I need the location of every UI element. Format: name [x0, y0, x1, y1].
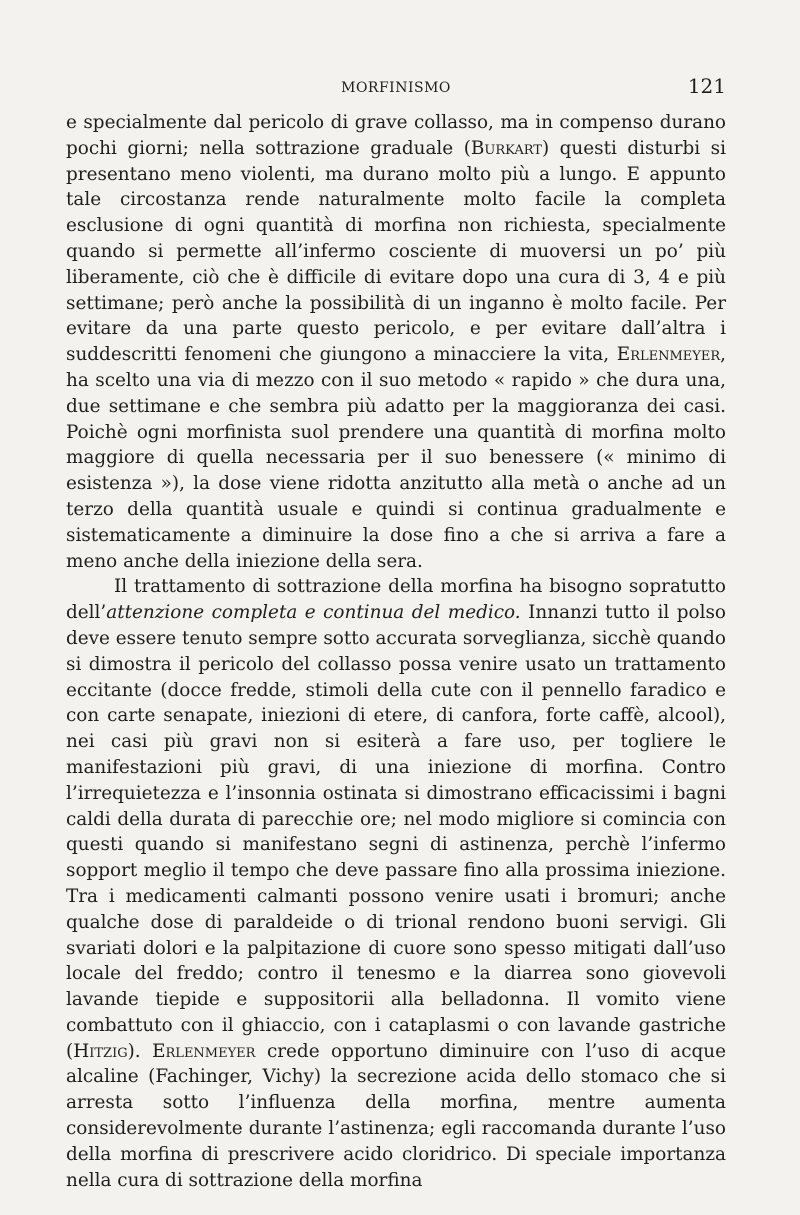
- author-name-burkart: Burkart: [470, 137, 542, 159]
- running-title: MORFINISMO: [341, 80, 451, 96]
- text-segment: crede opportuno diminuire con l’uso di acque alcaline (Fachinger, Vichy) la secrezione acida dello stomaco che si arresta sotto l’influenza della morfina, mentre aumenta considerevolmente durante l’astinenza; egli raccomanda durante l’uso della morfina di prescrivere acido cloridrico. Di speciale importanza nella cura di sottrazione della morfina: [66, 1040, 726, 1191]
- page-number: 121: [687, 74, 726, 98]
- author-name-erlenmeyer: Erlenmeyer: [152, 1040, 256, 1062]
- text-segment: Innanzi tutto il polso deve essere tenuto sempre sotto accurata sorveglianza, sicchè quando si dimostra il pericolo del collasso possa venire usato un trattamento eccitante (docce fredde, stimoli della cute con il pennello faradico e con carte senapate, iniezioni di etere, di canfora, forte caffè, alcool), nei casi più gravi non si esiterà a fare uso, per togliere le manifestazioni più gravi, di una iniezione di morfina. Contro l’irrequietezza e l’insonnia ostinata si dimostrano efficacissimi i bagni caldi della durata di parecchie ore; nel modo migliore si comincia con questi quando si manifestano segni di astinenza, perchè l’infermo sopport meglio il tempo che deve passare fino alla prossima iniezione. Tra i medicamenti calmanti possono venire usati i bromuri; anche qualche dose di paraldeide o di trional rendono buoni servigi. Gli svariati dolori e la palpitazione di cuore sono spesso mitigati dall’uso locale del freddo; contro il tenesmo e la diarrea sono giovevoli lavande tiepide e suppositorii alla belladonna. Il vomito viene combattuto con il ghiaccio, con i cataplasmi o con lavande gastriche (: [66, 602, 726, 1062]
- body-text: [66, 110, 726, 1193]
- text-segment: Il trattamento di sottrazione della morfina ha bisogno sopratutto dell’: [66, 576, 726, 624]
- text-segment: , ha scelto una via di mezzo con il suo metodo « rapido » che dura una, due settimane e che sembra più adatto per la maggioranza dei casi. Poichè ogni morfinista suol prendere una quantità di morfina molto maggiore di quella necessaria per il suo benessere (« minimo di esistenza »), la dose viene ridotta anzitutto alla metà o anche ad un terzo della quantità usuale e quindi si continua gradualmente e sistematicamente a diminuire la dose fino a che si arriva a fare a meno anche della iniezione della sera.: [66, 344, 726, 572]
- text-segment: ).: [127, 1040, 153, 1062]
- page-header: [66, 74, 726, 104]
- text-segment: ) questi disturbi si presentano meno violenti, ma durano molto più a lungo. E appunto tale circostanza rende naturalmente molto facile la completa esclusione di ogni quantità di morfina non richiesta, specialmente quando si permette all’infermo cosciente di muoversi un po’ più liberamente, ciò che è difficile di evitare dopo una cura di 3, 4 e più settimane; però anche la possibilità di un inganno è molto facile. Per evitare da una parte questo pericolo, e per evitare dall’altra i suddescritti fenomeni che giungono a minacciere la vita,: [66, 137, 726, 366]
- text-segment: e specialmente dal pericolo di grave collasso, ma in compenso durano pochi giorni; nella sottrazione graduale (: [66, 112, 726, 159]
- emphasis-text: attenzione completa e continua del medico.: [106, 602, 521, 624]
- author-name-erlenmeyer: Erlenmeyer: [616, 344, 721, 366]
- paragraph-1: [66, 110, 726, 574]
- paragraph-2: [66, 574, 726, 1193]
- author-name-hitzig: Hitzig: [73, 1040, 128, 1062]
